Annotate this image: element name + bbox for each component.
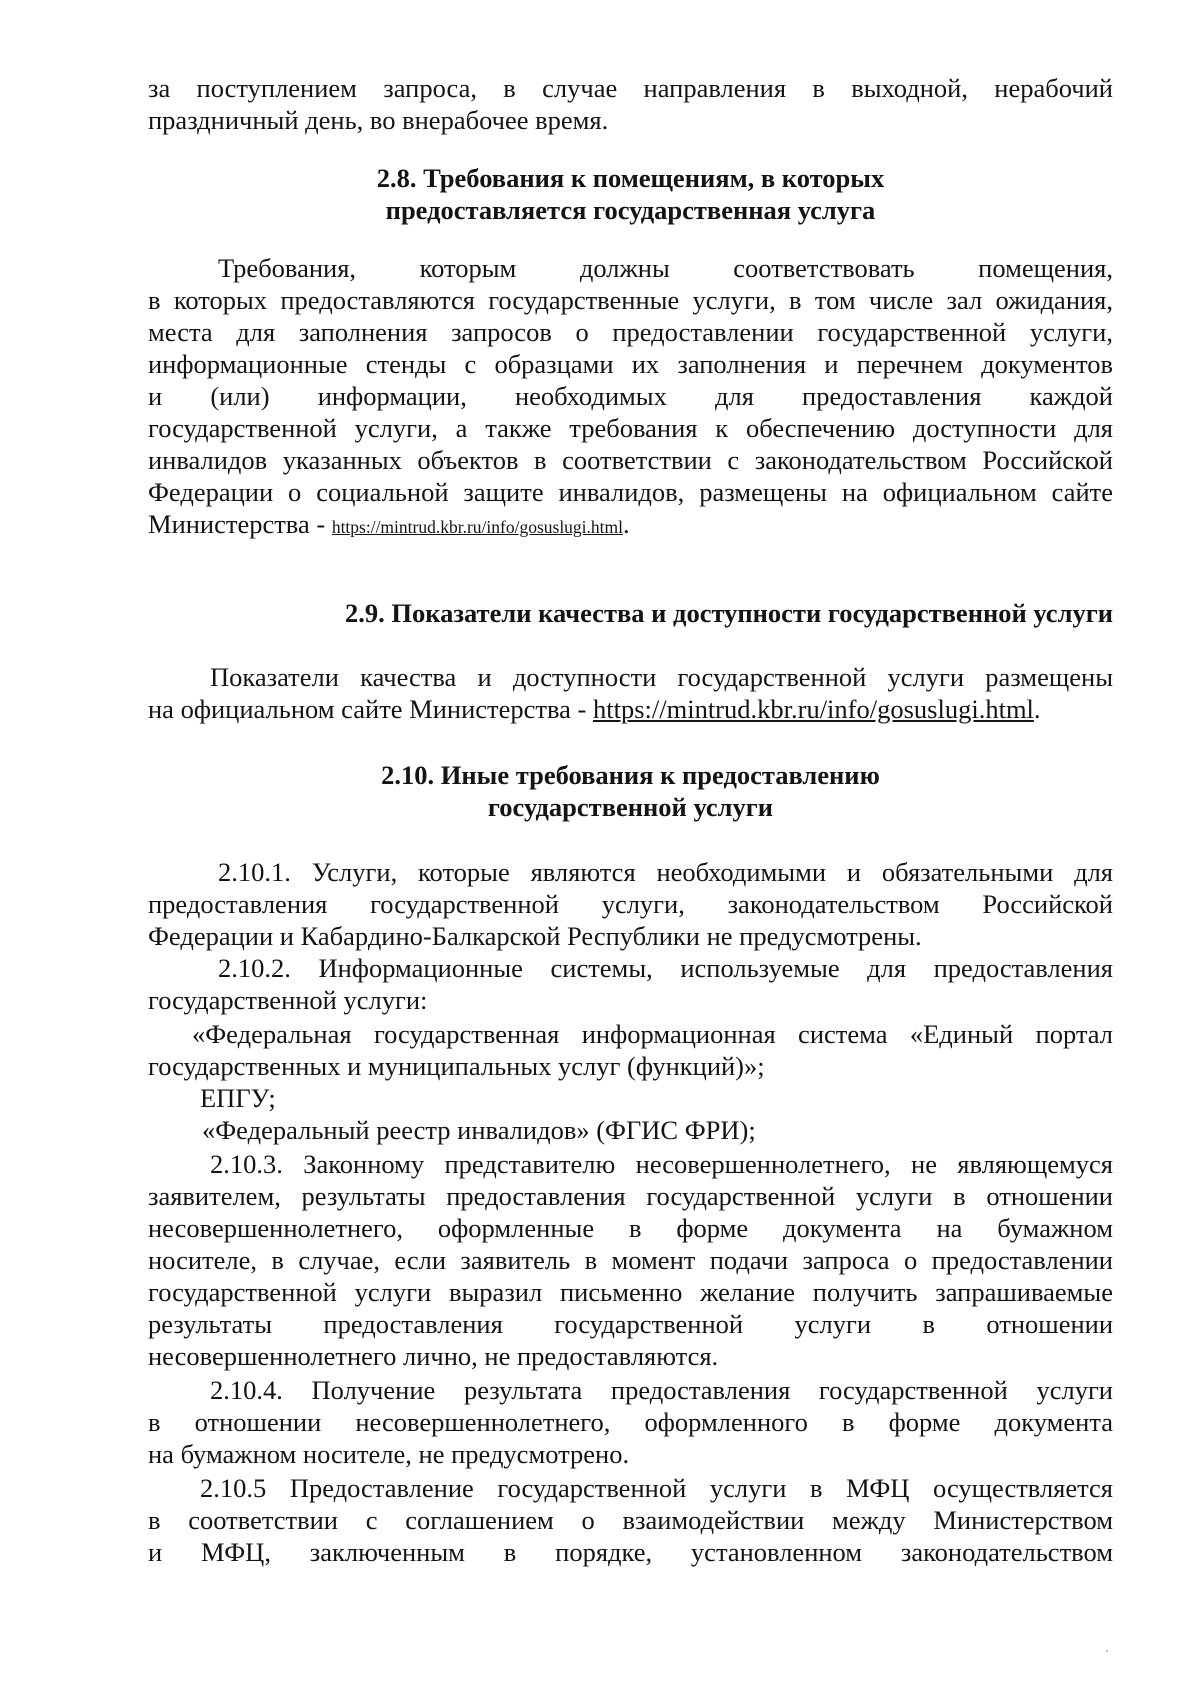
p6-line-4: носителе, в случае, если заявитель в момент подачи запроса о предоставлении	[148, 1245, 1113, 1275]
p2-line-2: государственной услуги:	[148, 985, 428, 1015]
s28-line-9-prefix: Министерства -	[148, 509, 332, 539]
s28-line-3: места для заполнения запросов о предоставлении государственной услуги,	[148, 317, 1113, 347]
section-2-8-heading-line-1: 2.8. Требования к помещениям, в которых	[376, 163, 885, 193]
p8-line-3: и МФЦ, заключенным в порядке, установленном законодательством	[148, 1537, 1113, 1567]
p6-line-5: государственной услуги выразил письменно желание получить запрашиваемые	[148, 1277, 1113, 1307]
p4-line: ЕПГУ;	[200, 1083, 276, 1113]
intro-line-1: за поступлением запроса, в случае направления в выходной, нерабочий	[148, 73, 1113, 103]
s28-line-6: государственной услуги, а также требования к обеспечению доступности для	[148, 413, 1113, 443]
section-2-8-heading	[148, 162, 1113, 227]
s29-url-suffix: .	[1033, 694, 1041, 724]
s29-line-2-prefix: на официальном сайте Министерства -	[148, 694, 593, 724]
s29-line-1: Показатели качества и доступности государственной услуги размещены	[210, 662, 1113, 692]
p7-line-3: на бумажном носителе, не предусмотрено.	[148, 1439, 630, 1469]
p6-line-6: результаты предоставления государственной услуги в отношении	[148, 1309, 1113, 1339]
p7-line-2: в отношении несовершеннолетнего, оформленного в форме документа	[148, 1407, 1113, 1437]
s28-line-7: инвалидов указанных объектов в соответствии с законодательством Российской	[148, 445, 1113, 475]
intro-line-2: праздничный день, во внерабочее время.	[148, 105, 609, 135]
section-2-9-heading-text: 2.9. Показатели качества и доступности государственной услуги	[344, 598, 1113, 628]
s29-line-2	[148, 693, 1113, 725]
p6-line-7: несовершеннолетнего лично, не предоставляются.	[148, 1341, 719, 1371]
ministry-website-link[interactable]: https://mintrud.kbr.ru/info/gosuslugi.html	[331, 517, 624, 537]
s28-line-4: информационные стенды с образцами их заполнения и перечнем документов	[148, 349, 1113, 379]
s28-line-1: Требования, которым должны соответствовать помещения,	[218, 253, 1113, 283]
p8-line-1: 2.10.5 Предоставление государственной услуги в МФЦ осуществляется	[200, 1473, 1113, 1503]
p2-line-1: 2.10.2. Информационные системы, используемые для предоставления	[218, 953, 1113, 983]
p1-line-3: Федерации и Кабардино-Балкарской Республики не предусмотрены.	[148, 921, 922, 951]
p1-line-1: 2.10.1. Услуги, которые являются необходимыми и обязательными для	[218, 857, 1113, 887]
p6-line-1: 2.10.3. Законному представителю несовершеннолетнего, не являющемуся	[210, 1149, 1113, 1179]
scan-speck	[1106, 1650, 1108, 1652]
s28-url-suffix: .	[623, 509, 630, 539]
p3-line-2: государственных и муниципальных услуг (функций)»;	[148, 1051, 765, 1081]
s28-line-8: Федерации о социальной защите инвалидов, размещены на официальном сайте	[148, 477, 1113, 507]
section-2-10-heading-line-1: 2.10. Иные требования к предоставлению	[381, 760, 880, 790]
p8-line-2: в соответствии с соглашением о взаимодействии между Министерством	[148, 1505, 1113, 1535]
section-2-10-heading-line-2: государственной услуги	[487, 792, 774, 823]
p1-line-2: предоставления государственной услуги, законодательством Российской	[148, 889, 1113, 919]
ministry-website-link-2[interactable]: https://mintrud.kbr.ru/info/gosuslugi.html	[592, 694, 1034, 724]
section-2-8-heading-line-2: предоставляется государственная услуга	[385, 195, 876, 226]
section-2-10-heading	[148, 759, 1113, 824]
s28-line-9	[148, 508, 1113, 543]
p5-line: «Федеральный реестр инвалидов» (ФГИС ФРИ);	[202, 1115, 756, 1145]
p7-line-1: 2.10.4. Получение результата предоставления государственной услуги	[210, 1375, 1113, 1405]
p6-line-3: несовершеннолетнего, оформленные в форме документа на бумажном	[148, 1213, 1113, 1243]
section-2-9-heading	[220, 597, 1113, 629]
p3-line-1: «Федеральная государственная информационная система «Единый портал	[192, 1019, 1113, 1049]
s28-line-5: и (или) информации, необходимых для предоставления каждой	[148, 381, 1113, 411]
p6-line-2: заявителем, результаты предоставления государственной услуги в отношении	[148, 1181, 1113, 1211]
s28-line-2: в которых предоставляются государственные услуги, в том числе зал ожидания,	[148, 285, 1113, 315]
